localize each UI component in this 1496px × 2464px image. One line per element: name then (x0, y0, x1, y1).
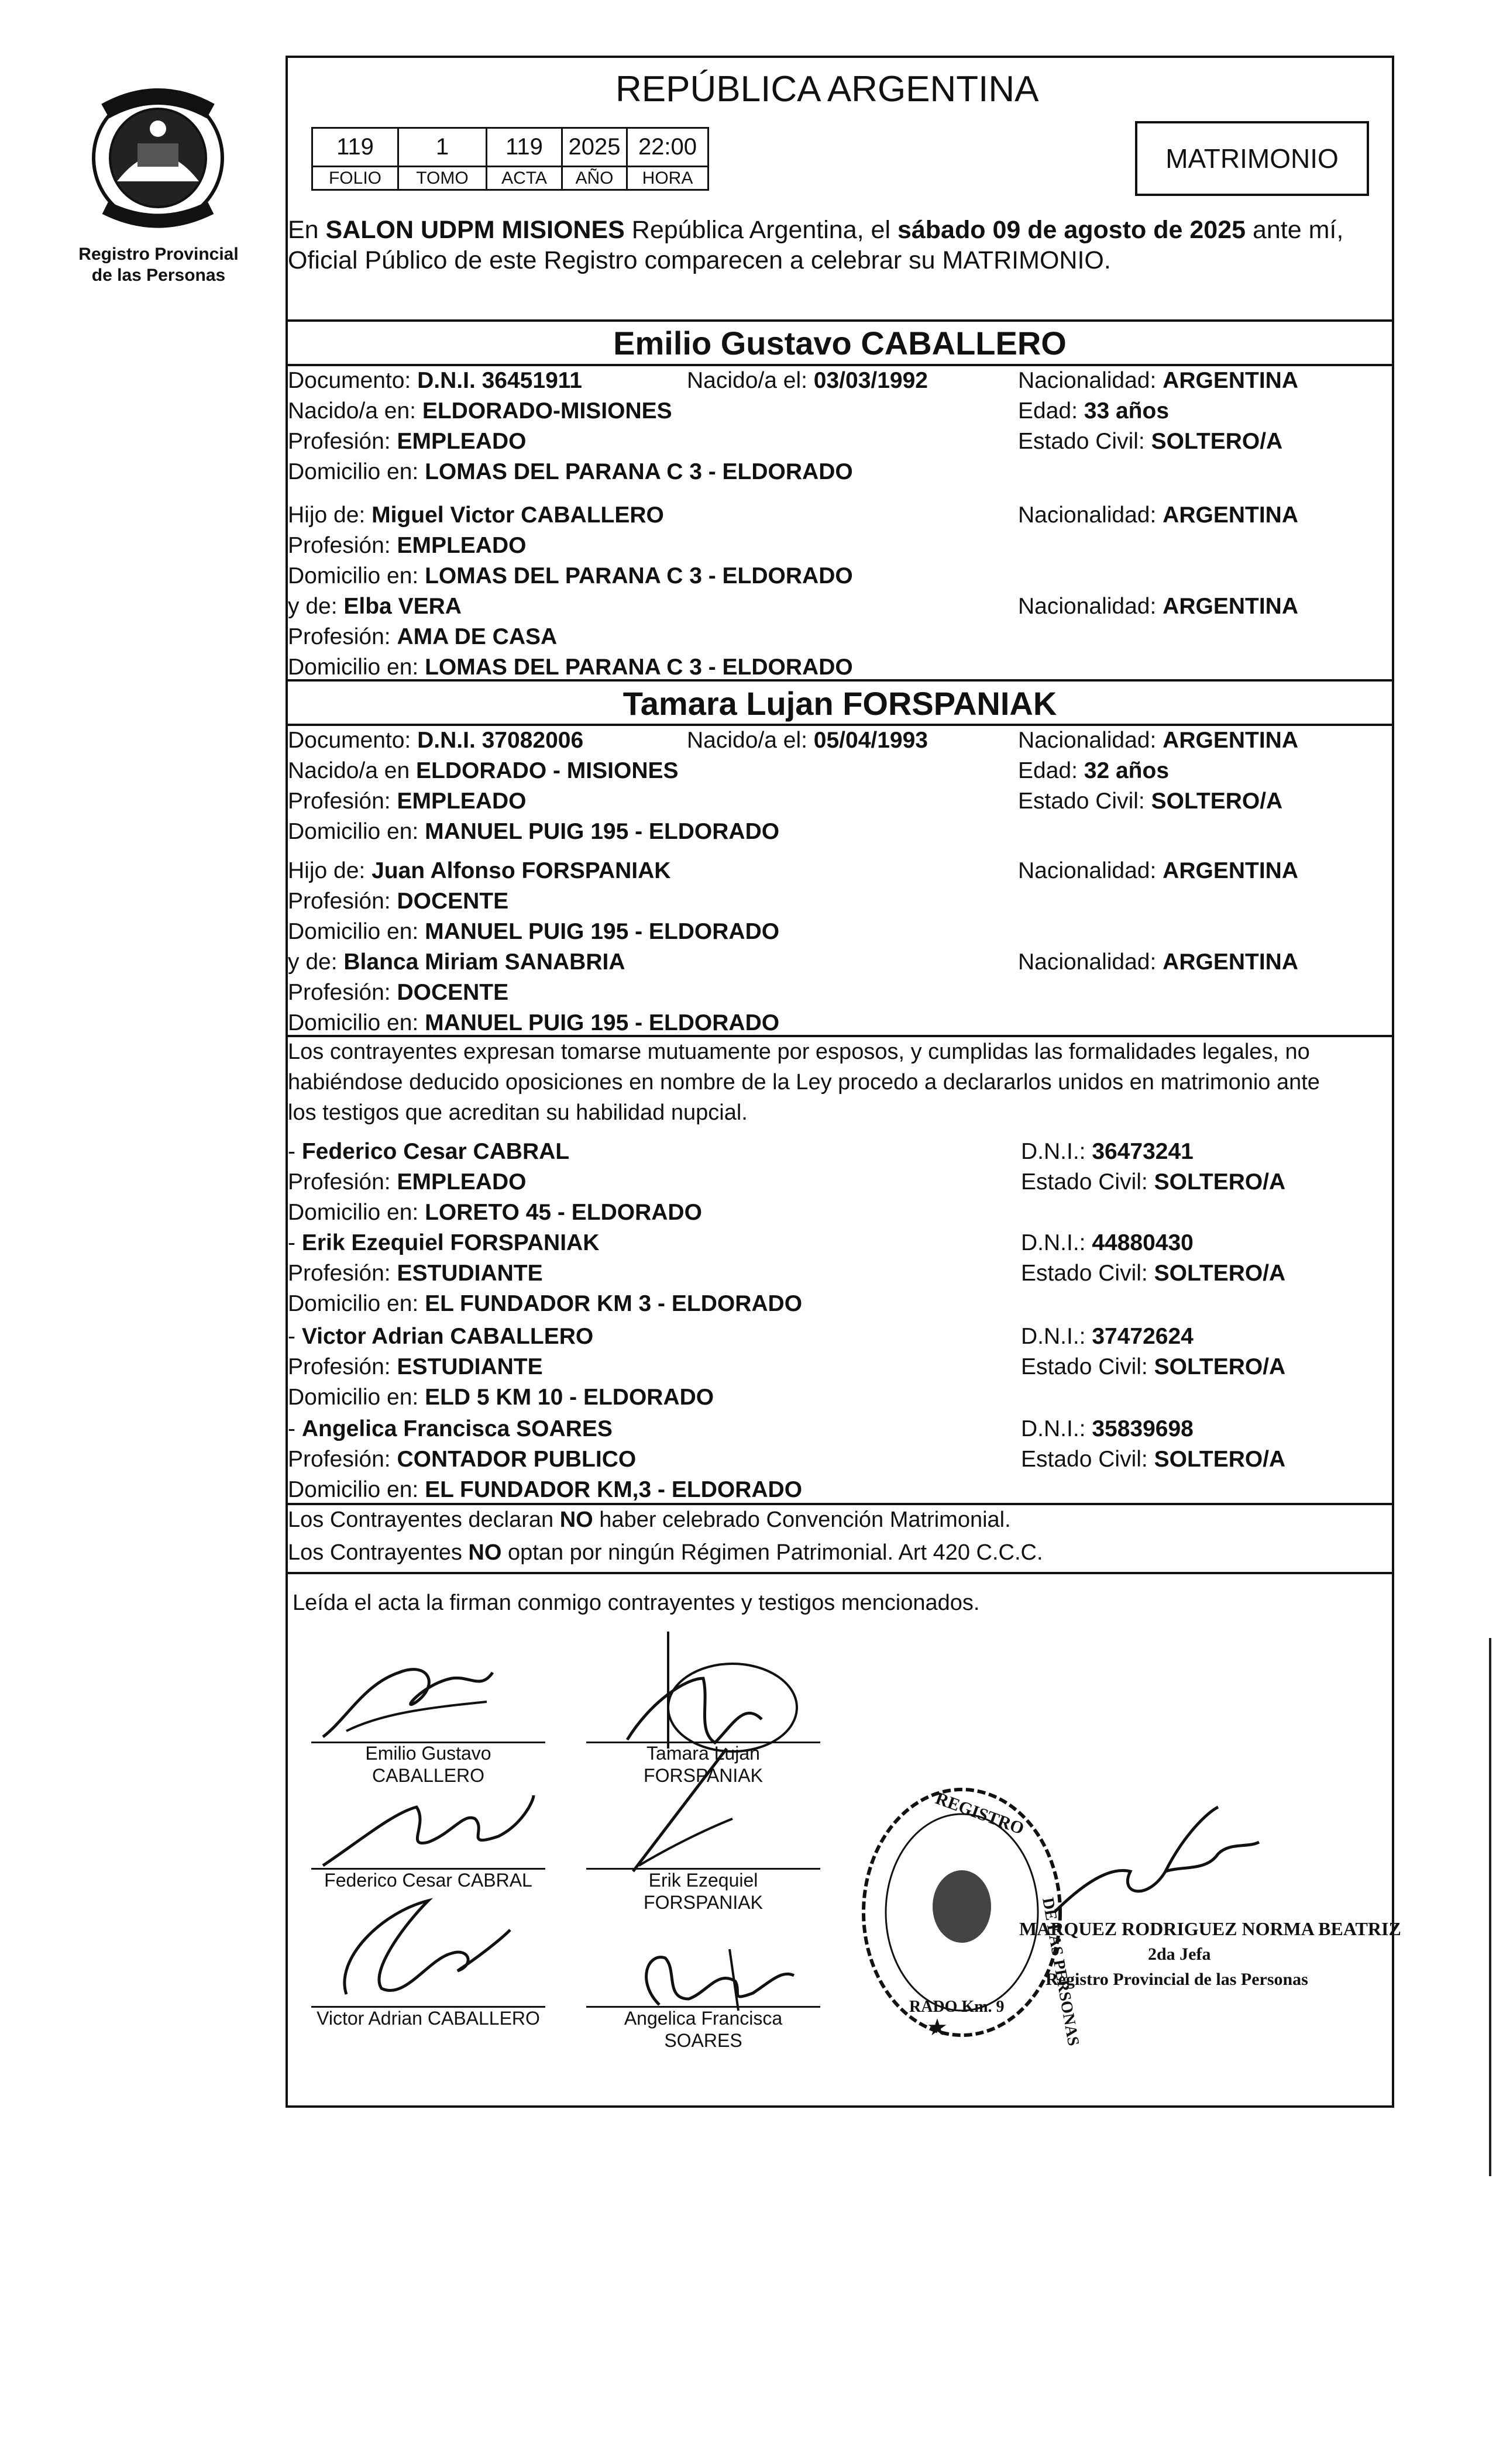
divider (288, 319, 1392, 322)
declaration-line3: los testigos que acreditan su habilidad nupcial. (288, 1100, 748, 1125)
witness-profession: Profesión: ESTUDIANTE (288, 1261, 543, 1286)
witness-civil-status: Estado Civil: SOLTERO/A (1021, 1261, 1286, 1286)
spouse1-father-address: Domicilio en: LOMAS DEL PARANA C 3 - ELDORADO (288, 563, 853, 589)
acta-value: 119 (487, 128, 562, 167)
divider (288, 364, 1392, 366)
ano-label: AÑO (562, 167, 627, 190)
divider (288, 1035, 1392, 1037)
witness-name: - Angelica Francisca SOARES (288, 1416, 613, 1441)
witness-profession: Profesión: EMPLEADO (288, 1169, 527, 1195)
folio-value: 119 (312, 128, 398, 167)
spouse2-doc: Documento: D.N.I. 37082006 (288, 728, 584, 753)
misiones-shield-icon (82, 88, 234, 252)
witness-name: - Federico Cesar CABRAL (288, 1139, 570, 1164)
divider (288, 1503, 1392, 1505)
signature-caption: SOARES (664, 2030, 742, 2051)
spouse1-age: Edad: 33 años (1018, 398, 1170, 424)
svg-text:REGISTRO: REGISTRO (933, 1788, 1027, 1839)
divider (288, 1572, 1392, 1574)
regime-line1: Los Contrayentes declaran NO haber celebrado Convención Matrimonial. (288, 1508, 1011, 1532)
witness-name: - Erik Ezequiel FORSPANIAK (288, 1230, 600, 1255)
spouse2-father-profession: Profesión: DOCENTE (288, 889, 509, 914)
spouse2-born-on: Nacido/a el: 05/04/1993 (687, 728, 928, 753)
signature-caption: Angelica Francisca (624, 2008, 783, 2029)
tomo-value: 1 (398, 128, 487, 167)
logo-caption-line1: Registro Provincial (78, 245, 239, 264)
spouse2-mother-profession: Profesión: DOCENTE (288, 980, 509, 1005)
signature-caption: Tamara Lujan (646, 1743, 760, 1764)
spouse1-mother-profession: Profesión: AMA DE CASA (288, 624, 558, 649)
spouse1-born-on: Nacido/a el: 03/03/1992 (687, 368, 928, 393)
witness-profession: Profesión: ESTUDIANTE (288, 1354, 543, 1379)
intro-text: República Argentina, el (624, 216, 897, 244)
spouse2-mother: y de: Blanca Miriam SANABRIA (288, 949, 625, 975)
witness-civil-status: Estado Civil: SOLTERO/A (1021, 1447, 1286, 1472)
witness-profession: Profesión: CONTADOR PUBLICO (288, 1447, 637, 1472)
declaration-line1: Los contrayentes expresan tomarse mutuamente por esposos, y cumplidas las formalidades legales, no (288, 1040, 1310, 1064)
witness-dni: D.N.I.: 37472624 (1021, 1324, 1194, 1349)
spouse2-address: Domicilio en: MANUEL PUIG 195 - ELDORADO (288, 819, 780, 844)
svg-text:DE LAS PERSONAS: DE LAS PERSONAS (1038, 1896, 1083, 2047)
ano-value: 2025 (562, 128, 627, 167)
witness-address: Domicilio en: EL FUNDADOR KM,3 - ELDORADO (288, 1477, 803, 1502)
spouse2-age: Edad: 32 años (1018, 758, 1170, 783)
signatures-intro: Leída el acta la firman conmigo contrayentes y testigos mencionados. (293, 1591, 980, 1615)
intro-text: En (288, 216, 326, 244)
spouse1-mother-nationality: Nacionalidad: ARGENTINA (1018, 594, 1299, 619)
spouse2-name: Tamara Lujan FORSPANIAK (623, 685, 1057, 722)
tomo-label: TOMO (398, 167, 487, 190)
signature-caption: Federico Cesar CABRAL (324, 1870, 532, 1891)
intro-text: ante mí, (1246, 216, 1344, 244)
witness-address: Domicilio en: LORETO 45 - ELDORADO (288, 1200, 702, 1225)
regime-line2: Los Contrayentes NO optan por ningún Régimen Patrimonial. Art 420 C.C.C. (288, 1540, 1043, 1565)
signature-caption: Victor Adrian CABALLERO (317, 2008, 540, 2029)
spouse1-mother-address: Domicilio en: LOMAS DEL PARANA C 3 - ELDORADO (288, 655, 853, 680)
signature-caption: CABALLERO (372, 1765, 485, 1786)
doc-type-box (1135, 121, 1369, 196)
signature-officer (1043, 1801, 1265, 1918)
witness-dni: D.N.I.: 44880430 (1021, 1230, 1194, 1255)
spouse1-address: Domicilio en: LOMAS DEL PARANA C 3 - ELDORADO (288, 459, 853, 484)
spouse1-civil-status: Estado Civil: SOLTERO/A (1018, 429, 1283, 454)
signature-witness2 (615, 1743, 768, 1877)
doc-type: MATRIMONIO (1165, 143, 1339, 174)
province-logo (82, 88, 234, 252)
divider (288, 679, 1392, 682)
witness-dni: D.N.I.: 36473241 (1021, 1139, 1194, 1164)
certificate-frame (286, 56, 1401, 2108)
spouse1-father-nationality: Nacionalidad: ARGENTINA (1018, 503, 1299, 528)
ceremony-place: SALON UDPM MISIONES (325, 216, 625, 244)
signature-spouse1 (311, 1649, 504, 1749)
spouse1-mother: y de: Elba VERA (288, 594, 462, 619)
ceremony-date: sábado 09 de agosto de 2025 (897, 216, 1246, 244)
spouse1-father-profession: Profesión: EMPLEADO (288, 533, 527, 558)
hora-label: HORA (627, 167, 709, 190)
spouse2-father-address: Domicilio en: MANUEL PUIG 195 - ELDORADO (288, 919, 780, 944)
official-seal-icon (857, 1778, 1083, 2047)
intro-line2: Oficial Público de este Registro comparecen a celebrar su MATRIMONIO. (288, 246, 1111, 274)
witness-civil-status: Estado Civil: SOLTERO/A (1021, 1169, 1286, 1195)
signature-caption: FORSPANIAK (644, 1892, 763, 1913)
witness-dni: D.N.I.: 35839698 (1021, 1416, 1194, 1441)
signature-witness1 (311, 1778, 545, 1871)
spouse1-profession: Profesión: EMPLEADO (288, 429, 527, 454)
hora-value: 22:00 (627, 128, 709, 167)
signature-caption: Emilio Gustavo (365, 1743, 491, 1764)
spouse1-name: Emilio Gustavo CABALLERO (613, 325, 1067, 362)
declaration-line2: habiéndose deducido oposiciones en nombre de la Ley procedo a declararlos unidos en matrimonio ante (288, 1070, 1320, 1095)
spouse2-father: Hijo de: Juan Alfonso FORSPANIAK (288, 858, 671, 883)
divider (288, 724, 1392, 726)
signature-witness3 (323, 1889, 516, 2006)
witness-address: Domicilio en: EL FUNDADOR KM 3 - ELDORADO (288, 1291, 803, 1316)
spouse2-mother-nationality: Nacionalidad: ARGENTINA (1018, 949, 1299, 975)
intro-line1 (288, 216, 1343, 245)
signature-caption: FORSPANIAK (644, 1765, 763, 1786)
witness-name: - Victor Adrian CABALLERO (288, 1324, 594, 1349)
acta-label: ACTA (487, 167, 562, 190)
spouse1-father: Hijo de: Miguel Victor CABALLERO (288, 503, 664, 528)
spouse2-born-in: Nacido/a en ELDORADO - MISIONES (288, 758, 679, 783)
officer-office: Registro Provincial de las Personas (1046, 1970, 1308, 1989)
spouse2-mother-address: Domicilio en: MANUEL PUIG 195 - ELDORADO (288, 1010, 780, 1035)
officer-name: MARQUEZ RODRIGUEZ NORMA BEATRIZ (1019, 1918, 1401, 1939)
witness-civil-status: Estado Civil: SOLTERO/A (1021, 1354, 1286, 1379)
folio-label: FOLIO (312, 167, 398, 190)
spouse2-father-nationality: Nacionalidad: ARGENTINA (1018, 858, 1299, 883)
spouse1-nationality: Nacionalidad: ARGENTINA (1018, 368, 1299, 393)
logo-caption-line2: de las Personas (91, 266, 226, 285)
spouse1-born-in: Nacido/a en: ELDORADO-MISIONES (288, 398, 672, 424)
spouse2-profession: Profesión: EMPLEADO (288, 789, 527, 814)
registry-table (311, 127, 709, 191)
spouse2-civil-status: Estado Civil: SOLTERO/A (1018, 789, 1283, 814)
svg-text:★: ★ (927, 2014, 948, 2041)
officer-title: 2da Jefa (1148, 1945, 1211, 1964)
spouse2-nationality: Nacionalidad: ARGENTINA (1018, 728, 1299, 753)
signature-caption: Erik Ezequiel (648, 1870, 758, 1891)
svg-text:RADO Km. 9: RADO Km. 9 (909, 1998, 1005, 2016)
page-title: REPÚBLICA ARGENTINA (615, 69, 1039, 109)
spouse1-doc: Documento: D.N.I. 36451911 (288, 368, 582, 393)
witness-address: Domicilio en: ELD 5 KM 10 - ELDORADO (288, 1385, 714, 1410)
scan-margin-line (1489, 1638, 1491, 2176)
